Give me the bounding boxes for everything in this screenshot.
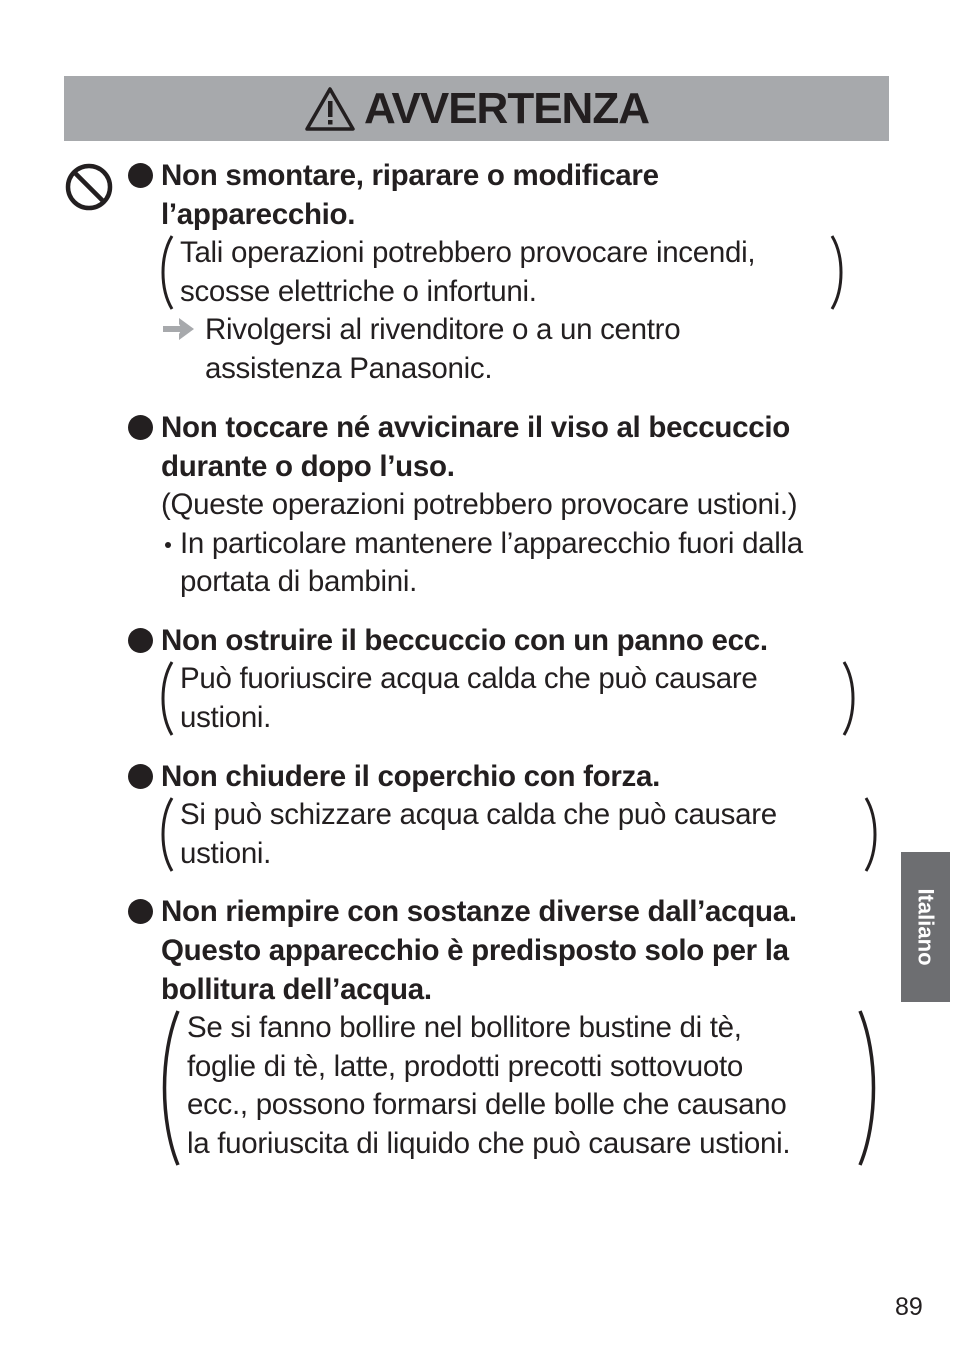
left-parenthesis — [158, 1009, 180, 1167]
warning-banner — [64, 76, 889, 141]
right-parenthesis — [864, 796, 880, 873]
language-tab — [901, 852, 950, 1002]
item-reason: Si può schizzare acqua calda che può causare ustioni. — [128, 796, 898, 873]
small-bullet-icon — [165, 542, 171, 548]
prohibition-icon — [64, 162, 114, 212]
bullet-icon — [128, 163, 153, 188]
item-action: Rivolgersi al rivenditore o a un centro assistenza Panasonic. — [128, 311, 898, 388]
warning-item-disassemble — [128, 156, 898, 388]
bullet-icon — [128, 628, 153, 653]
item-reason: Tali operazioni potrebbero provocare incendi, scosse elettriche o infortuni. — [128, 234, 898, 311]
item-heading: Non toccare né avvicinare il viso al beccuccio durante o dopo l’uso. — [161, 411, 790, 483]
item-reason: (Queste operazioni potrebbero provocare ustioni.) — [161, 488, 798, 521]
warning-item-spout — [128, 408, 898, 602]
right-parenthesis — [858, 1009, 880, 1167]
warning-triangle-icon — [304, 86, 356, 132]
warning-item-contents — [128, 892, 898, 1163]
item-heading: Non chiudere il coperchio con forza. — [161, 760, 660, 793]
right-parenthesis — [842, 660, 858, 737]
left-parenthesis — [158, 796, 174, 873]
left-parenthesis — [158, 660, 174, 737]
arrow-right-icon — [163, 317, 195, 341]
warning-item-obstruct — [128, 621, 898, 737]
page-number: 89 — [895, 1293, 923, 1321]
bullet-icon — [128, 415, 153, 440]
item-note: In particolare mantenere l’apparecchio fuori dalla portata di bambini. — [128, 525, 898, 602]
item-heading: Non ostruire il beccuccio con un panno ecc. — [161, 624, 768, 657]
item-reason: Se si fanno bollire nel bollitore bustine di tè, foglie di tè, latte, prodotti precotti sottovuoto ecc., possono formarsi delle bolle che causano la fuoriuscita di liquido che può causare ustioni. — [128, 1009, 898, 1163]
language-tab-label: Italiano — [913, 888, 939, 966]
left-parenthesis — [158, 234, 174, 311]
item-heading: Non riempire con sostanze diverse dall’acqua. Questo apparecchio è predisposto solo per la bollitura dell’acqua. — [161, 895, 797, 1006]
item-heading: Non smontare, riparare o modificare l’apparecchio. — [161, 159, 659, 231]
right-parenthesis — [830, 234, 846, 311]
warning-item-lid — [128, 757, 898, 873]
bullet-icon — [128, 899, 153, 924]
page-title: AVVERTENZA — [364, 83, 649, 133]
bullet-icon — [128, 764, 153, 789]
item-reason: Può fuoriuscire acqua calda che può causare ustioni. — [128, 660, 898, 737]
